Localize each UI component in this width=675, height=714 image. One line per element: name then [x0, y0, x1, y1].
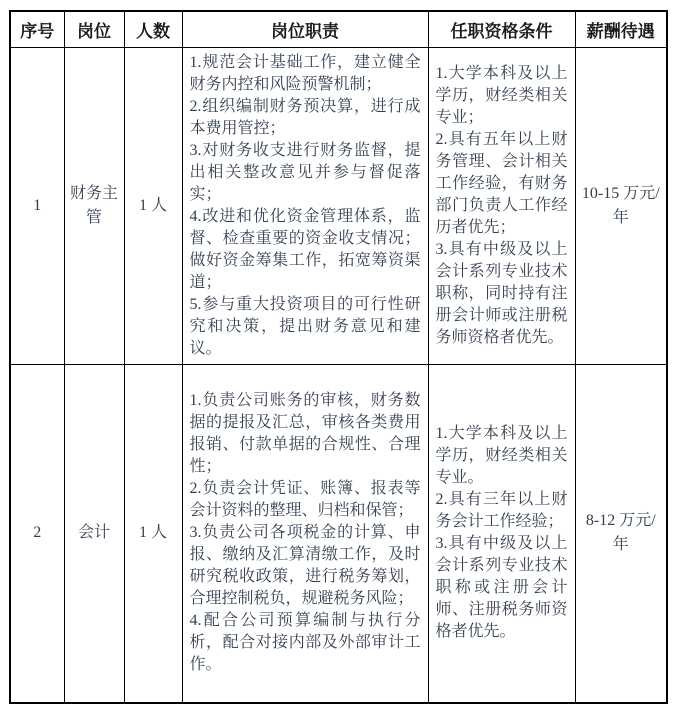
position-cell: 财务主管 — [64, 47, 124, 364]
list-item-paragraph: 4.配合公司预算编制与执行分析，配合对接内部及外部审计工作。 — [189, 612, 421, 674]
qualifications-cell — [428, 364, 575, 703]
header-serial-number: 序号 — [10, 11, 64, 47]
header-position: 岗位 — [64, 11, 124, 47]
job-positions-table — [9, 10, 668, 704]
header-duties: 岗位职责 — [182, 11, 428, 47]
serial-number-cell: 2 — [10, 364, 64, 703]
table-row-accountant — [10, 364, 667, 703]
list-item-paragraph: 3.具有中级及以上会计系列专业技术职称或注册会计师、注册税务师资格者优先。 — [435, 535, 568, 641]
list-item-paragraph: 3.具有中级及以上会计系列专业技术职称，同时持有注册会计师或注册税务师资格者优先。 — [435, 240, 568, 346]
table-header-row — [10, 11, 667, 47]
list-item-paragraph: 2.负责会计凭证、账簿、报表等会计资料的整理、归档和保管； — [189, 480, 421, 520]
qualifications-cell — [428, 47, 575, 364]
list-item-paragraph: 3.负责公司各项税金的计算、申报、缴纳及汇算清缴工作，及时研究税收政策，进行税务筹划，合理控制税负，规避税务风险； — [189, 524, 421, 608]
list-item-paragraph: 1.规范会计基础工作，建立健全财务内控和风险预警机制； — [189, 53, 421, 93]
headcount-cell: 1 人 — [124, 47, 182, 364]
table-row-finance-supervisor — [10, 47, 667, 364]
serial-number-cell: 1 — [10, 47, 64, 364]
salary-cell: 8-12 万元/年 — [575, 364, 667, 703]
list-item-paragraph: 3.对财务收支进行财务监督，提出相关整改意见并参与督促落实； — [189, 141, 421, 203]
duties-cell — [182, 364, 428, 703]
header-salary: 薪酬待遇 — [575, 11, 667, 47]
position-cell: 会计 — [64, 364, 124, 703]
list-item-paragraph: 1.大学本科及以上学历，财经类相关专业。 — [435, 425, 568, 487]
list-item-paragraph: 2.组织编制财务预决算，进行成本费用管控； — [189, 97, 421, 137]
header-headcount: 人数 — [124, 11, 182, 47]
list-item-paragraph: 1.负责公司账务的审核，财务数据的提报及汇总，审核各类费用报销、付款单据的合规性、合理性； — [189, 392, 421, 476]
duties-cell — [182, 47, 428, 364]
salary-cell: 10-15 万元/年 — [575, 47, 667, 364]
list-item-paragraph: 4.改进和优化资金管理体系，监督、检查重要的资金收支情况；做好资金筹集工作，拓宽筹资渠道； — [189, 207, 421, 291]
list-item-paragraph: 1.大学本科及以上学历，财经类相关专业； — [435, 64, 568, 126]
list-item-paragraph: 2.具有五年以上财务管理、会计相关工作经验，有财务部门负责人工作经历者优先； — [435, 130, 568, 236]
list-item-paragraph: 2.具有三年以上财务会计工作经验； — [435, 491, 568, 531]
headcount-cell: 1 人 — [124, 364, 182, 703]
list-item-paragraph: 5.参与重大投资项目的可行性研究和决策，提出财务意见和建议。 — [189, 295, 421, 357]
header-qualifications: 任职资格条件 — [428, 11, 575, 47]
